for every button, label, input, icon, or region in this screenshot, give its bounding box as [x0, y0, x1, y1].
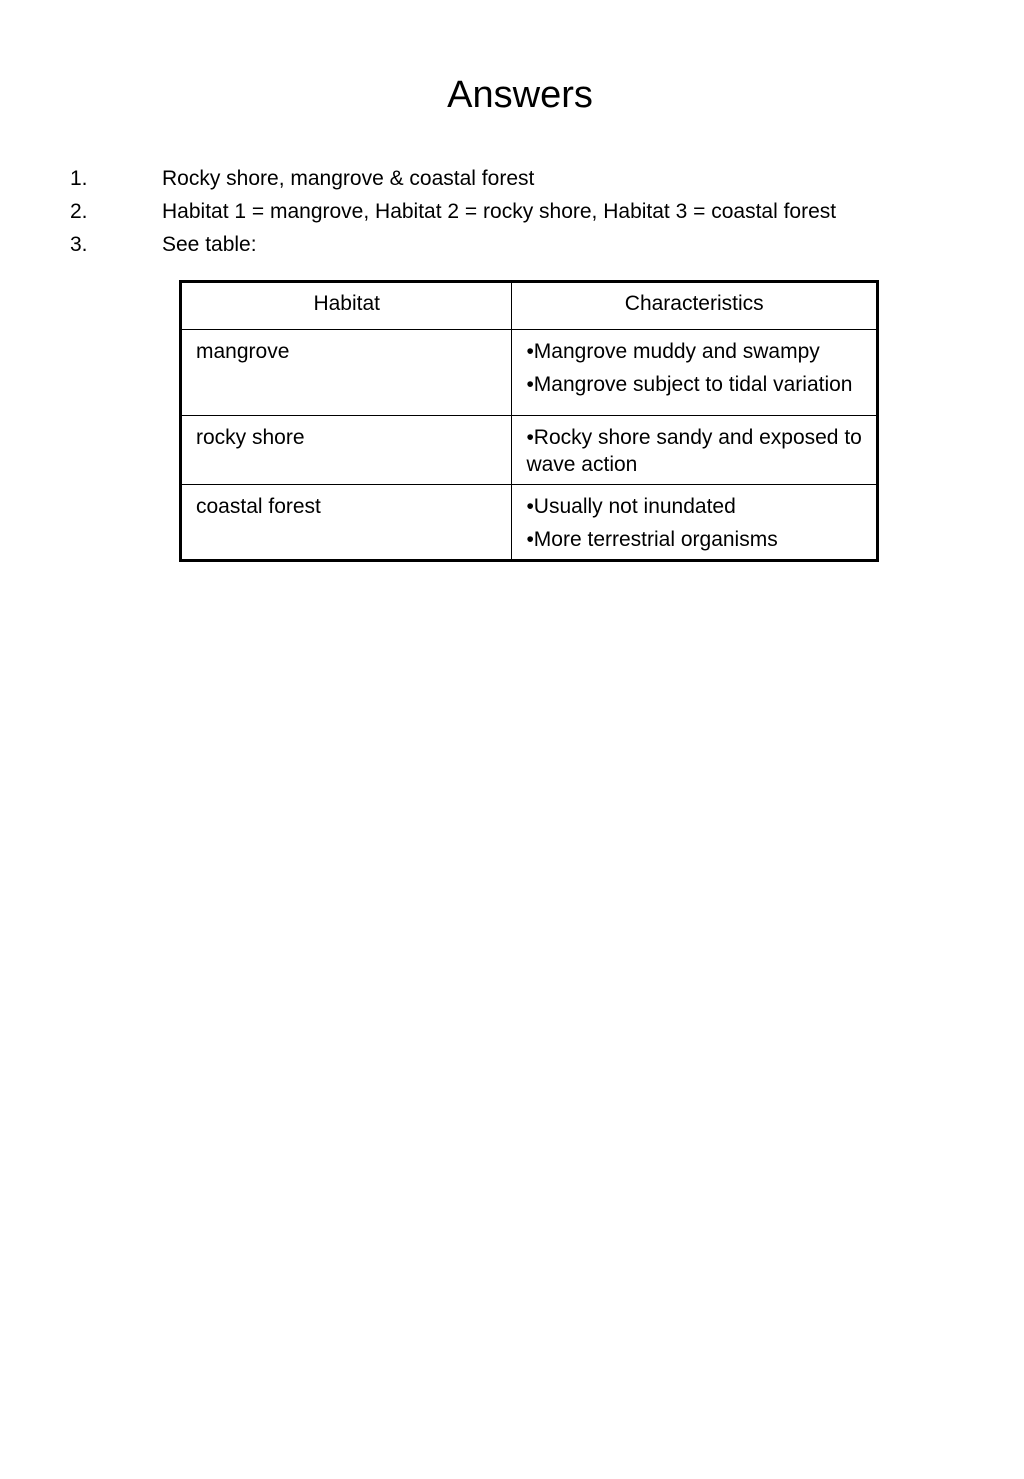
answer-text: Habitat 1 = mangrove, Habitat 2 = rocky shore, Habitat 3 = coastal forest	[162, 200, 837, 223]
answer-text: Rocky shore, mangrove & coastal forest	[162, 167, 535, 190]
table-row	[181, 330, 878, 416]
page-title: Answers	[447, 74, 593, 116]
answer-number: 3.	[70, 233, 88, 256]
answer-number: 1.	[70, 167, 88, 190]
answer-text: See table:	[162, 233, 257, 256]
characteristics-cell	[512, 416, 878, 485]
characteristics-cell	[512, 485, 878, 561]
table-header-row	[181, 282, 878, 330]
answer-item	[70, 199, 836, 232]
habitat-cell: mangrove	[181, 330, 512, 416]
characteristic-item: •More terrestrial organisms	[526, 528, 778, 551]
habitat-column-header: Habitat	[181, 282, 512, 330]
characteristic-item: •Mangrove subject to tidal variation	[526, 373, 853, 396]
characteristic-item: •Rocky shore sandy and exposed to wave action	[526, 426, 862, 476]
habitat-table	[179, 280, 879, 562]
answer-list	[70, 166, 836, 265]
characteristic-item: •Mangrove muddy and swampy	[526, 340, 820, 363]
habitat-cell: rocky shore	[181, 416, 512, 485]
characteristics-column-header: Characteristics	[512, 282, 878, 330]
answer-item	[70, 232, 836, 265]
habitat-cell: coastal forest	[181, 485, 512, 561]
table-row	[181, 485, 878, 561]
characteristics-cell	[512, 330, 878, 416]
answer-item	[70, 166, 836, 199]
table-row	[181, 416, 878, 485]
answer-number: 2.	[70, 200, 88, 223]
characteristic-item: •Usually not inundated	[526, 495, 736, 518]
